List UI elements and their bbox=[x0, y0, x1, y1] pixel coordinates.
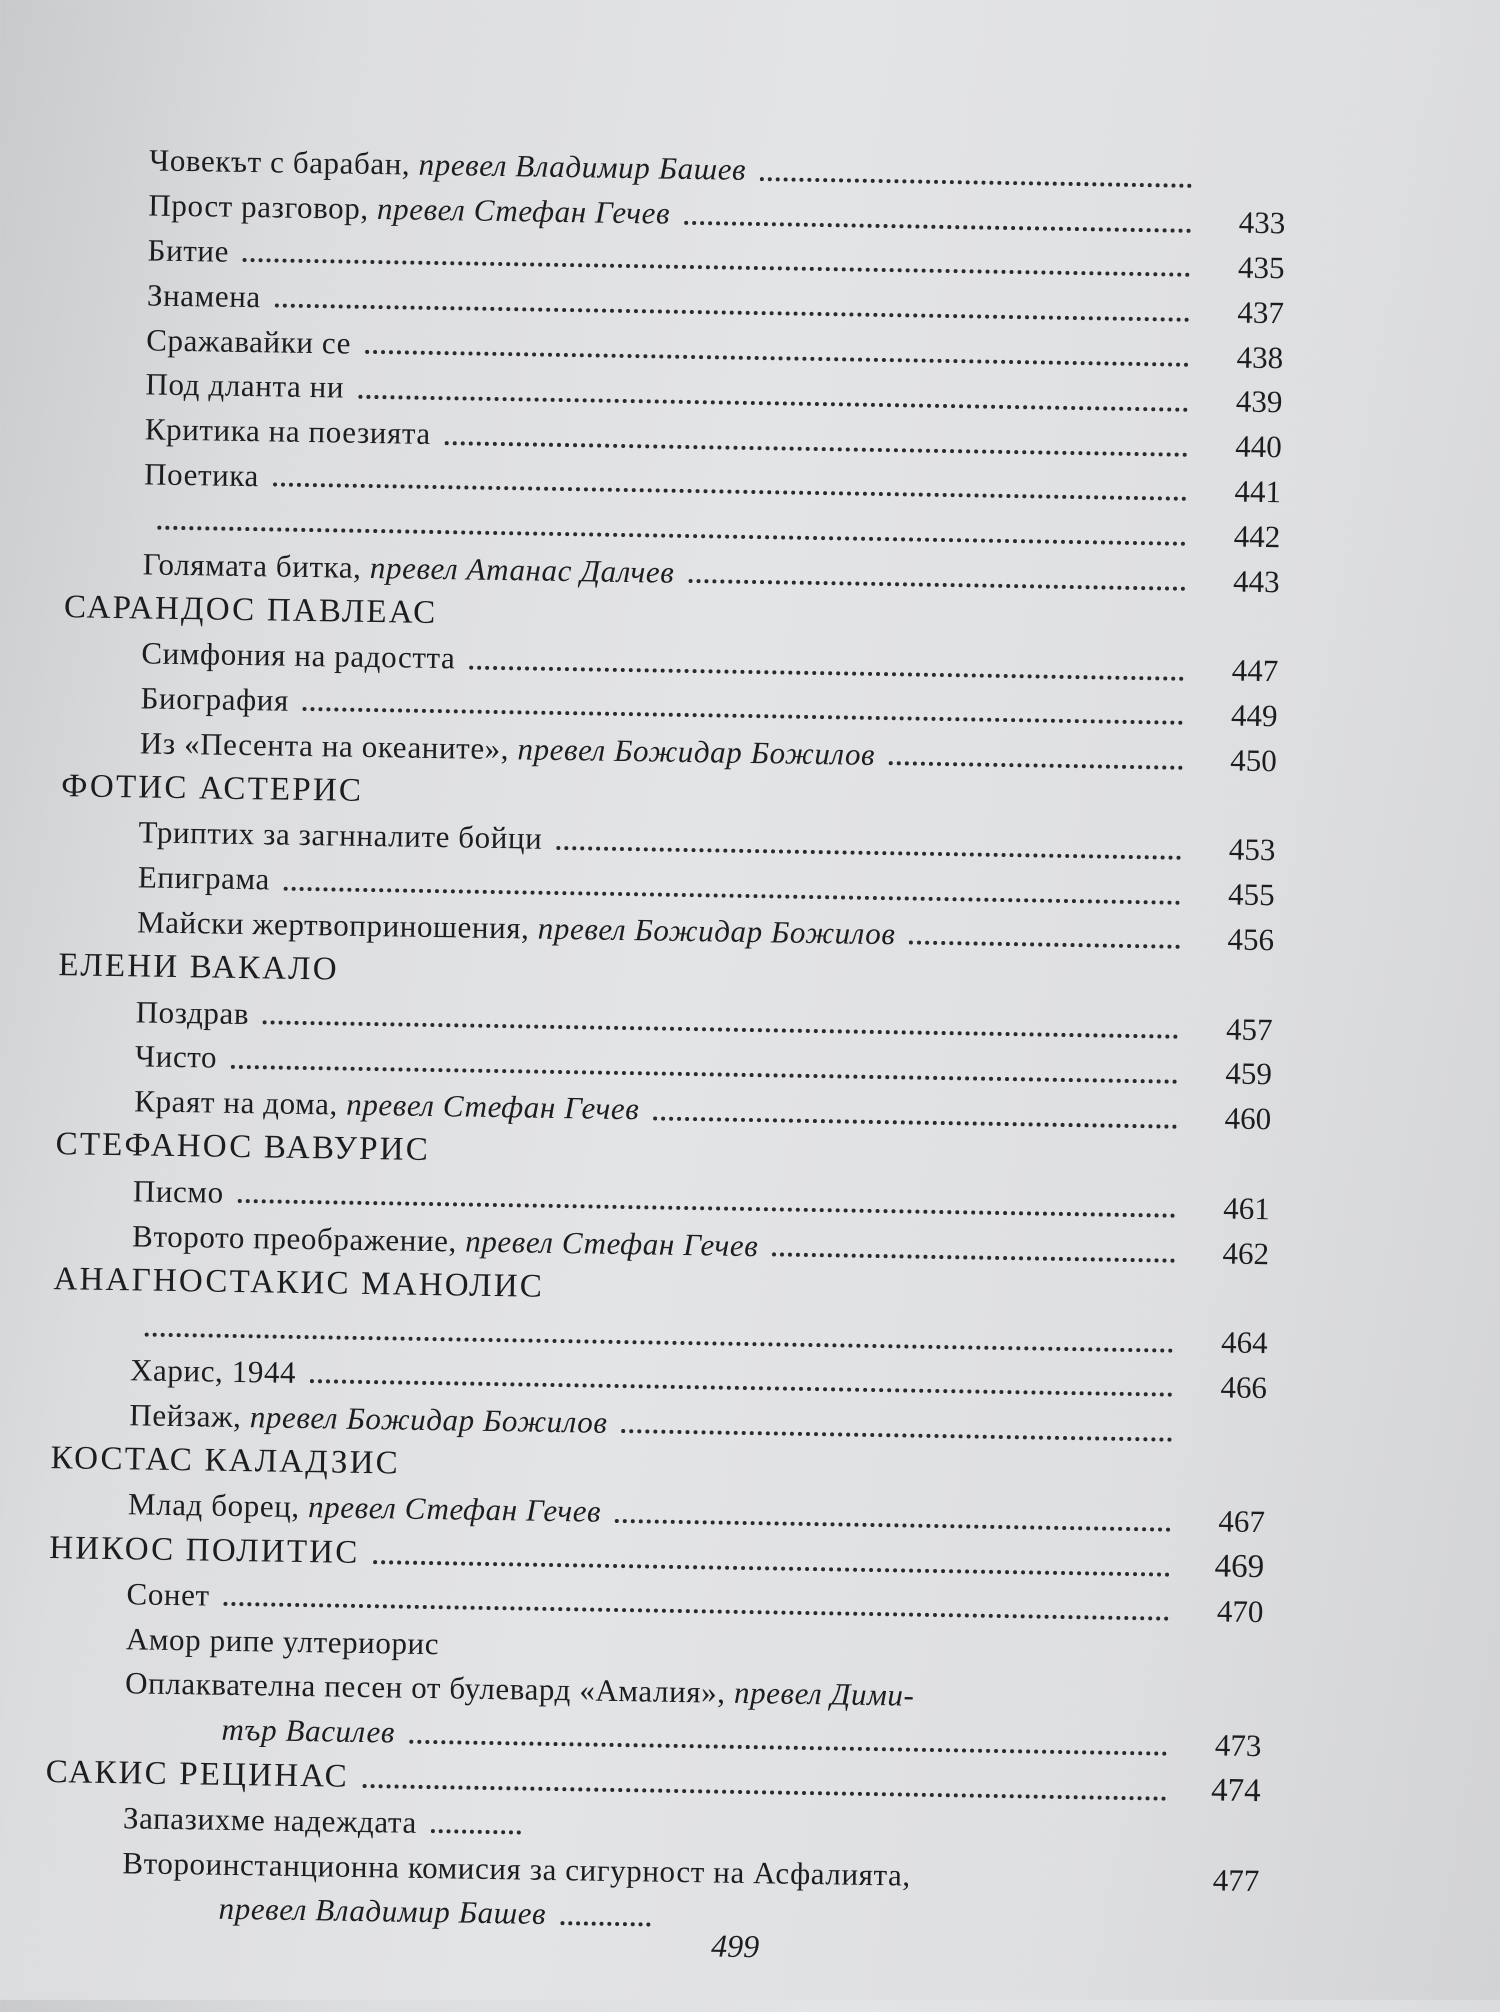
entry-text bbox=[221, 1712, 395, 1751]
dot-leader bbox=[358, 394, 1188, 412]
author-name: ФОТИС АСТЕРИС bbox=[60, 768, 364, 809]
poem-title: Биография bbox=[140, 680, 290, 718]
spacer bbox=[535, 1825, 1180, 1835]
author-name: СТЕФАНОС ВАВУРИС bbox=[55, 1126, 431, 1169]
poem-title: Епиграма bbox=[137, 859, 271, 897]
poem-title: Човекът с барабан, bbox=[148, 142, 419, 183]
entry-title bbox=[140, 680, 289, 718]
page-ref: 453 bbox=[1228, 831, 1276, 868]
poem-title: Второто преображение, bbox=[131, 1217, 466, 1259]
page-ref bbox=[1206, 177, 1286, 178]
page-ref: 466 bbox=[1220, 1369, 1268, 1406]
dot-leader bbox=[445, 440, 1188, 457]
page-ref: 449 bbox=[1230, 697, 1278, 734]
poem-title: Прост разговор, bbox=[148, 187, 378, 227]
dot-leader bbox=[688, 578, 1185, 591]
entry-title bbox=[130, 1352, 297, 1391]
page-ref bbox=[1179, 1924, 1259, 1925]
poem-title: Харис, 1944 bbox=[129, 1352, 297, 1390]
page-ref: 459 bbox=[1225, 1055, 1273, 1092]
poem-title: Знамена bbox=[146, 277, 262, 315]
page-ref: 455 bbox=[1227, 876, 1275, 913]
page-ref bbox=[1180, 1835, 1260, 1836]
translator: превел Атанас Далчев bbox=[369, 549, 675, 590]
page-ref bbox=[1186, 1432, 1266, 1433]
page-ref: 477 bbox=[1212, 1862, 1260, 1898]
dot-leader bbox=[363, 1783, 1167, 1801]
page-ref: 441 bbox=[1234, 473, 1282, 510]
entry-title bbox=[149, 143, 747, 188]
dot-leader bbox=[157, 525, 1186, 546]
page-ref: 438 bbox=[1236, 339, 1284, 375]
poem-title: Оплаквателна песен от булевард «Амалия», bbox=[124, 1665, 735, 1711]
page-ref bbox=[1182, 1700, 1262, 1701]
translator: тър Василев bbox=[221, 1712, 396, 1750]
spacer bbox=[439, 1644, 1183, 1656]
page-ref: 456 bbox=[1227, 921, 1275, 958]
translator: превел Божидар Божилов bbox=[249, 1398, 608, 1440]
spacer bbox=[911, 1875, 1179, 1879]
page-ref: 450 bbox=[1230, 742, 1278, 778]
dot-leader bbox=[684, 220, 1191, 233]
dot-leader bbox=[615, 1518, 1171, 1532]
dot-leader bbox=[310, 1379, 1173, 1398]
page-ref: 435 bbox=[1237, 249, 1285, 286]
page-ref: 443 bbox=[1232, 563, 1280, 599]
poem-title: Критика на поезията bbox=[144, 411, 432, 452]
dot-leader bbox=[303, 706, 1184, 725]
dot-leader bbox=[243, 257, 1191, 277]
page-ref: 447 bbox=[1231, 652, 1279, 689]
entry-title bbox=[134, 1083, 640, 1127]
poem-title: Поетика bbox=[143, 456, 260, 494]
page-ref bbox=[1183, 1656, 1263, 1657]
dot-leader bbox=[365, 349, 1189, 367]
author-name: НИКОС ПОЛИТИС bbox=[49, 1529, 360, 1571]
page-ref: 439 bbox=[1235, 383, 1283, 420]
entry-title bbox=[138, 860, 271, 898]
author-name: АНАГНОСТАКИС МАНОЛИС bbox=[53, 1260, 545, 1305]
entry-title bbox=[135, 1039, 218, 1076]
dot-leader bbox=[273, 482, 1187, 501]
poem-title: Пейзаж, bbox=[129, 1397, 251, 1434]
translator: превел Стефан Гечев bbox=[465, 1223, 759, 1263]
dot-leader bbox=[145, 1331, 1174, 1352]
poem-title: Писмо bbox=[132, 1173, 225, 1210]
poem-title: Млад борец, bbox=[127, 1486, 309, 1525]
page-ref: 442 bbox=[1233, 518, 1281, 555]
entry-title bbox=[145, 412, 431, 452]
entry-title bbox=[133, 1173, 224, 1210]
author-name: САРАНДОС ПАВЛЕАС bbox=[63, 589, 438, 631]
entry-title bbox=[144, 456, 259, 494]
dot-leader bbox=[653, 1115, 1177, 1128]
translator: превел Владимир Башев bbox=[418, 147, 747, 188]
page-ref: 461 bbox=[1223, 1190, 1271, 1226]
page-ref: 462 bbox=[1222, 1234, 1270, 1271]
dot-leader bbox=[263, 1019, 1179, 1038]
poem-title: Триптих за загнналите бойци bbox=[138, 814, 543, 857]
dot-leader bbox=[238, 1198, 1176, 1218]
entry-title bbox=[147, 277, 261, 315]
entry-title bbox=[146, 322, 351, 361]
entry-title bbox=[125, 1666, 915, 1714]
dot-leader bbox=[760, 176, 1192, 188]
author-name: САКИС РЕЦИНАС bbox=[45, 1753, 350, 1795]
page-ref: 457 bbox=[1225, 1011, 1273, 1047]
poem-title: Майски жертвоприношения, bbox=[136, 904, 539, 946]
translator: превел Божидар Божилов bbox=[517, 731, 876, 772]
dot-leader bbox=[275, 303, 1190, 322]
dot-leader bbox=[431, 1828, 521, 1834]
dot-leader bbox=[409, 1739, 1167, 1756]
dot-leader bbox=[469, 664, 1184, 680]
dot-leader bbox=[223, 1601, 1169, 1621]
poem-title: Симфония на радостта bbox=[141, 635, 456, 676]
poem-title: Голямата битка, bbox=[142, 545, 371, 585]
dot-leader bbox=[909, 940, 1180, 949]
page-ref: 469 bbox=[1214, 1547, 1265, 1585]
page-number: 499 bbox=[710, 1927, 760, 1965]
poem-title: Сражавайки се bbox=[146, 322, 352, 361]
entry-title bbox=[126, 1621, 440, 1662]
author-name: ЕЛЕНИ ВАКАЛО bbox=[58, 947, 340, 988]
poem-title: Битие bbox=[147, 232, 230, 269]
entry-title bbox=[137, 904, 896, 952]
author-name: КОСТАС КАЛАДЗИС bbox=[50, 1440, 401, 1482]
poem-title: Поздрав bbox=[135, 993, 250, 1031]
page-ref: 440 bbox=[1234, 428, 1283, 465]
translator: превел Владимир Башев bbox=[218, 1891, 547, 1932]
entry-title bbox=[128, 1487, 602, 1530]
entry-title bbox=[140, 725, 876, 773]
entry-title bbox=[122, 1845, 911, 1893]
page-ref: 464 bbox=[1220, 1324, 1268, 1361]
translator: превел Стефан Гечев bbox=[345, 1086, 640, 1127]
page-ref: 433 bbox=[1238, 204, 1286, 241]
entry-title bbox=[135, 994, 249, 1032]
poem-title: Краят на дома, bbox=[134, 1083, 347, 1122]
spacer bbox=[914, 1696, 1182, 1700]
dot-leader bbox=[889, 760, 1183, 770]
entry-title bbox=[132, 1218, 759, 1264]
entry-title bbox=[129, 1397, 608, 1441]
page-ref: 467 bbox=[1218, 1503, 1266, 1540]
poem-title: Второинстанционна комисия за сигурност на Асфалията, bbox=[122, 1844, 912, 1893]
poem-title: Запазихме надеждата bbox=[122, 1800, 418, 1840]
page-ref: 473 bbox=[1214, 1727, 1262, 1764]
entry-title bbox=[141, 636, 456, 677]
page-ref: 437 bbox=[1237, 294, 1285, 331]
page-ref: 470 bbox=[1216, 1593, 1264, 1630]
dot-leader bbox=[373, 1559, 1170, 1577]
dot-leader bbox=[772, 1251, 1175, 1262]
entry-title bbox=[123, 1800, 417, 1841]
translator: превел Стефан Гечев bbox=[376, 191, 671, 231]
entry-title bbox=[145, 367, 344, 406]
table-of-contents bbox=[43, 137, 1286, 1948]
dot-leader bbox=[231, 1064, 1178, 1084]
translator: превел Божидар Божилов bbox=[537, 910, 896, 952]
translator: превел Дими- bbox=[733, 1675, 915, 1714]
poem-title: Чисто bbox=[134, 1038, 218, 1075]
page-ref: 474 bbox=[1210, 1771, 1261, 1809]
poem-title: Из «Песента на океаните», bbox=[139, 725, 518, 767]
entry-title bbox=[138, 815, 542, 857]
entry-title bbox=[148, 188, 670, 232]
entry-title bbox=[147, 232, 229, 269]
entry-title bbox=[142, 546, 674, 590]
translator: превел Стефан Гечев bbox=[307, 1489, 602, 1530]
poem-title: Под дланта ни bbox=[145, 366, 345, 405]
spacer bbox=[664, 1916, 1178, 1924]
dot-leader bbox=[556, 845, 1181, 860]
dot-leader bbox=[284, 885, 1181, 904]
page-ref: 460 bbox=[1224, 1100, 1272, 1137]
poem-title: Амор рипе ултериорис bbox=[125, 1620, 440, 1661]
dot-leader bbox=[621, 1428, 1172, 1442]
poem-title: Сонет bbox=[126, 1576, 210, 1613]
entry-title bbox=[126, 1576, 210, 1613]
